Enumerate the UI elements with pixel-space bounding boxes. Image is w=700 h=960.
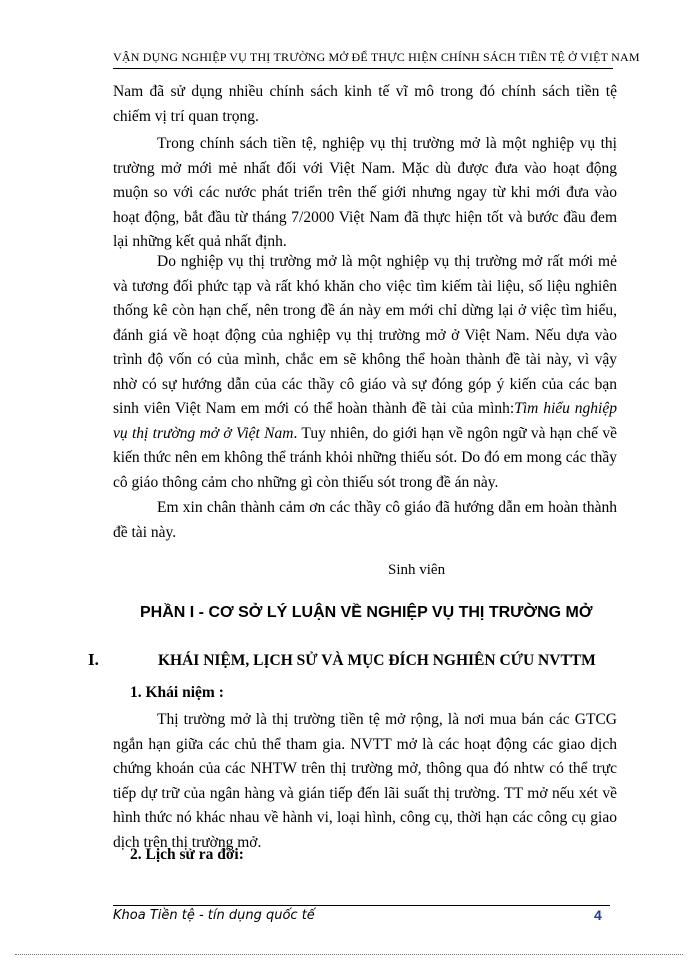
topic-title-italic: Tìm hiểu nghiệp vụ thị trường mở ở Việt Nam: [113, 400, 617, 442]
footer-faculty: Khoa Tiền tệ - tín dụng quốc tế: [113, 908, 315, 923]
paragraph-continuation: [113, 80, 617, 129]
header-rule: [113, 68, 613, 69]
subsection-heading-history: 2. Lịch sử ra đời:: [130, 846, 244, 863]
paragraph-text: Trong chính sách tiền tệ, nghiệp vụ thị trường mở là một nghiệp vụ thị trường mở mới mẻ nhất đối với Việt Nam. Mặc dù được đưa vào hoạt động muộn so với các nước phát triển trên thế giới nhưng ngay từ khi mới đưa vào hoạt động, bắt đầu từ tháng 7/2000 Việt Nam đã thực hiện tốt và bước đầu đem lại những kết quả nhất định.: [113, 135, 617, 250]
paragraph-thanks: [113, 496, 617, 545]
paragraph-topic-intro: [113, 250, 617, 495]
paragraph-text: Nam đã sử dụng nhiều chính sách kinh tế vĩ mô trong đó chính sách tiền tệ chiếm vị trí quan trọng.: [113, 83, 617, 125]
paragraph-text-part: Do nghiệp vụ thị trường mở là một nghiệp vụ thị trường mở rất mới mẻ và tương đối phức tạp và rất khó khăn cho việc tìm kiếm tài liệu, số liệu nghiên thống kê còn hạn chế, nên trong đề án này em mới chỉ dừng lại ở việc tìm hiểu, đánh giá về hoạt động của nghiệp vụ thị trường mở ở Việt Nam. Nếu dựa vào trình độ vốn có của mình, chắc em sẽ không thể hoàn thành đề tài này, vì vậy nhờ có sự hướng dẫn của các thầy cô giáo và sự đóng góp ý kiến của các bạn sinh viên Việt Nam em mới có thể hoàn thành đề tài của mình:: [113, 253, 617, 417]
paragraph-text: Thị trường mở là thị trường tiền tệ mở rộng, là nơi mua bán các GTCG ngắn hạn giữa các chủ thể tham gia. NVTT mở là các hoạt động các giao dịch chứng khoán của các NHTW trên thị trường mở, thông qua đó nhtw có thể trực tiếp dự trữ của ngân hàng và gián tiếp đến lãi suất thị trường. TT mở nếu xét về hình thức nó khác nhau về hành vi, loại hình, công cụ, thời hạn các công cụ giao dịch trên thị trường mở.: [113, 711, 617, 851]
signature-student: Sinh viên: [388, 562, 446, 578]
paragraph-text: [113, 250, 617, 495]
paragraph-text-part: . Tuy nhiên, do giới hạn về ngôn ngữ và hạn chế về kiến thức nên em không thể tránh khỏi những thiếu sót. Do đó em mong các thầy cô giáo thông cảm cho những gì còn thiếu sót trong đề án này.: [113, 424, 618, 491]
paragraph-monetary-policy: [113, 132, 617, 255]
subsection-heading-concept: 1. Khái niệm :: [130, 684, 224, 701]
section-title: KHÁI NIỆM, LỊCH SỬ VÀ MỤC ĐÍCH NGHIÊN CỨU NVTTM: [158, 652, 596, 669]
running-header: VẬN DỤNG NGHIỆP VỤ THỊ TRƯỜNG MỞ ĐỂ THỰC HIỆN CHÍNH SÁCH TIỀN TỆ Ở VIỆT NAM: [113, 50, 640, 64]
paragraph-concept: [113, 708, 617, 855]
page-number: 4: [594, 907, 602, 923]
paragraph-text: Em xin chân thành cảm ơn các thầy cô giáo đã hướng dẫn em hoàn thành đề tài này.: [113, 499, 617, 541]
page-bottom-dotted-line: [15, 954, 683, 955]
section-number: I.: [88, 650, 99, 669]
part-title: PHẦN I - CƠ SỞ LÝ LUẬN VỀ NGHIỆP VỤ THỊ TRƯỜNG MỞ: [140, 604, 593, 621]
footer-rule: [113, 905, 610, 906]
